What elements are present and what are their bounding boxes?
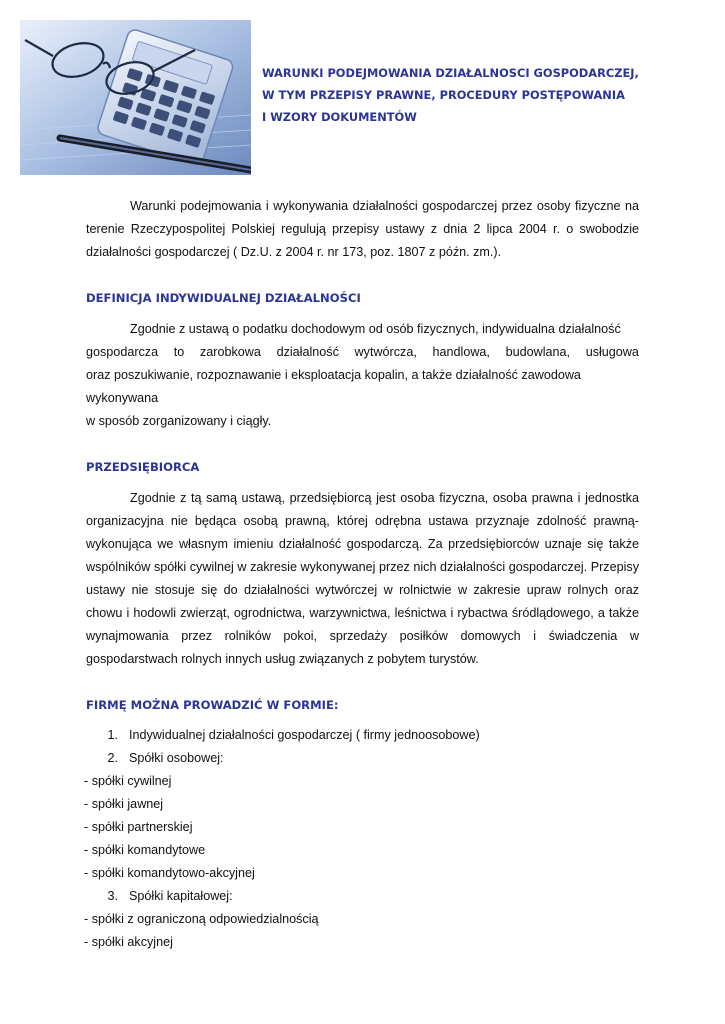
intro-line: Warunki podejmowania i wykonywania działalności gospodarczej przez osoby fizyczne (130, 199, 621, 213)
list-item-text: Spółki osobowej: (129, 751, 224, 765)
entrepreneur-line: wykonująca we własnym imieniu działalność gospodarczą. Za przedsiębiorców uznaje się także (86, 537, 639, 551)
definition-heading: DEFINICJA INDYWIDUALNEJ DZIAŁALNOŚCI (86, 291, 361, 305)
entrepreneur-line: ustawy nie stosuje się do działalności wytwórczej w rolnictwie w zakresie upraw rolnych oraz chowu (86, 583, 639, 620)
intro-line: na terenie Rzeczypospolitej Polskiej regulują przepisy ustawy z dnia 2 lipca 2004 r. o swobodzie (86, 199, 640, 236)
definition-word: gospodarcza (86, 345, 159, 359)
definition-word: to (173, 345, 185, 359)
list-item-text: Spółki kapitałowej: (129, 889, 233, 903)
definition-word: usługowa (585, 345, 639, 359)
entrepreneur-line: rolnych innych usług związanych z pobytem turystów. (181, 652, 479, 666)
list-number: 2. (107, 751, 118, 765)
title-line: W TYM PRZEPISY PRAWNE, PROCEDURY POSTĘPOWANIA (262, 88, 625, 102)
list-number: 3. (107, 889, 118, 903)
definition-word: handlowa, (432, 345, 490, 359)
document-body (86, 195, 639, 954)
definition-line: w sposób zorganizowany i ciągły. (86, 414, 272, 428)
intro-paragraph (86, 195, 639, 264)
entrepreneur-line: Zgodnie z tą samą ustawą, przedsiębiorcą jest osoba fizyczna, osoba prawna i jednostka (130, 491, 639, 505)
sub-list-item: - spółki jawnej (84, 797, 164, 811)
entrepreneur-line: organizacyjna nie będąca osobą prawną, której odrębna ustawa przyznaje zdolność prawną- (86, 514, 639, 528)
sub-list-item: - spółki partnerskiej (84, 820, 193, 834)
forms-list (86, 724, 639, 954)
definition-word: budowlana, (505, 345, 571, 359)
list-item (86, 885, 639, 908)
forms-heading: FIRMĘ MOŻNA PROWADZIĆ W FORMIE: (86, 698, 339, 712)
list-item (86, 724, 639, 747)
definition-word: działalność (276, 345, 339, 359)
list-item (86, 747, 639, 770)
sub-list-item: - spółki komandytowe (84, 843, 206, 857)
entrepreneur-line: i hodowli zwierząt, ogrodnictwa, warzywnictwa, leśnictwa i rybactwa śródlądowego, a także (126, 606, 639, 620)
list-item-text: Indywidualnej działalności gospodarczej ( firmy jednoosobowe) (129, 728, 480, 742)
definition-line (86, 341, 639, 364)
title-line: WARUNKI PODEJMOWANIA DZIAŁALNOSCI GOSPODARCZEJ, (262, 66, 639, 80)
definition-paragraph (86, 318, 639, 433)
definition-line: oraz poszukiwanie, rozpoznawanie i eksploatacja kopalin, a także działalność zawodowa wykonywana (86, 368, 581, 405)
title-line: I WZORY DOKUMENTÓW (262, 110, 417, 124)
calculator-photo-icon (20, 20, 251, 175)
calculator-illustration (20, 20, 251, 175)
definition-word: zarobkowa (199, 345, 261, 359)
intro-line: działalności gospodarczej ( Dz.U. z 2004 r. nr 173, poz. 1807 z późn. zm.). (86, 245, 502, 259)
sub-list-item: - spółki z ograniczoną odpowiedzialnością (84, 912, 319, 926)
entrepreneur-line: wynajmowania przez rolników pokoi, sprzedaży posiłków domowych i świadczenia w gospodarstwach (86, 629, 639, 666)
entrepreneur-line: wspólników spółki cywilnej w zakresie wykonywanej przez nich działalności gospodarczej. Przepisy (86, 560, 639, 574)
list-number: 1. (107, 728, 118, 742)
sub-list-item: - spółki akcyjnej (84, 935, 173, 949)
entrepreneur-heading: PRZEDSIĘBIORCA (86, 460, 200, 474)
sub-list-item: - spółki komandytowo-akcyjnej (84, 866, 255, 880)
definition-word: wytwórcza, (354, 345, 417, 359)
definition-line: Zgodnie z ustawą o podatku dochodowym od osób fizycznych, indywidualna działalność (130, 322, 621, 336)
sub-list-item: - spółki cywilnej (84, 774, 172, 788)
entrepreneur-paragraph (86, 487, 639, 671)
document-title (262, 62, 682, 128)
